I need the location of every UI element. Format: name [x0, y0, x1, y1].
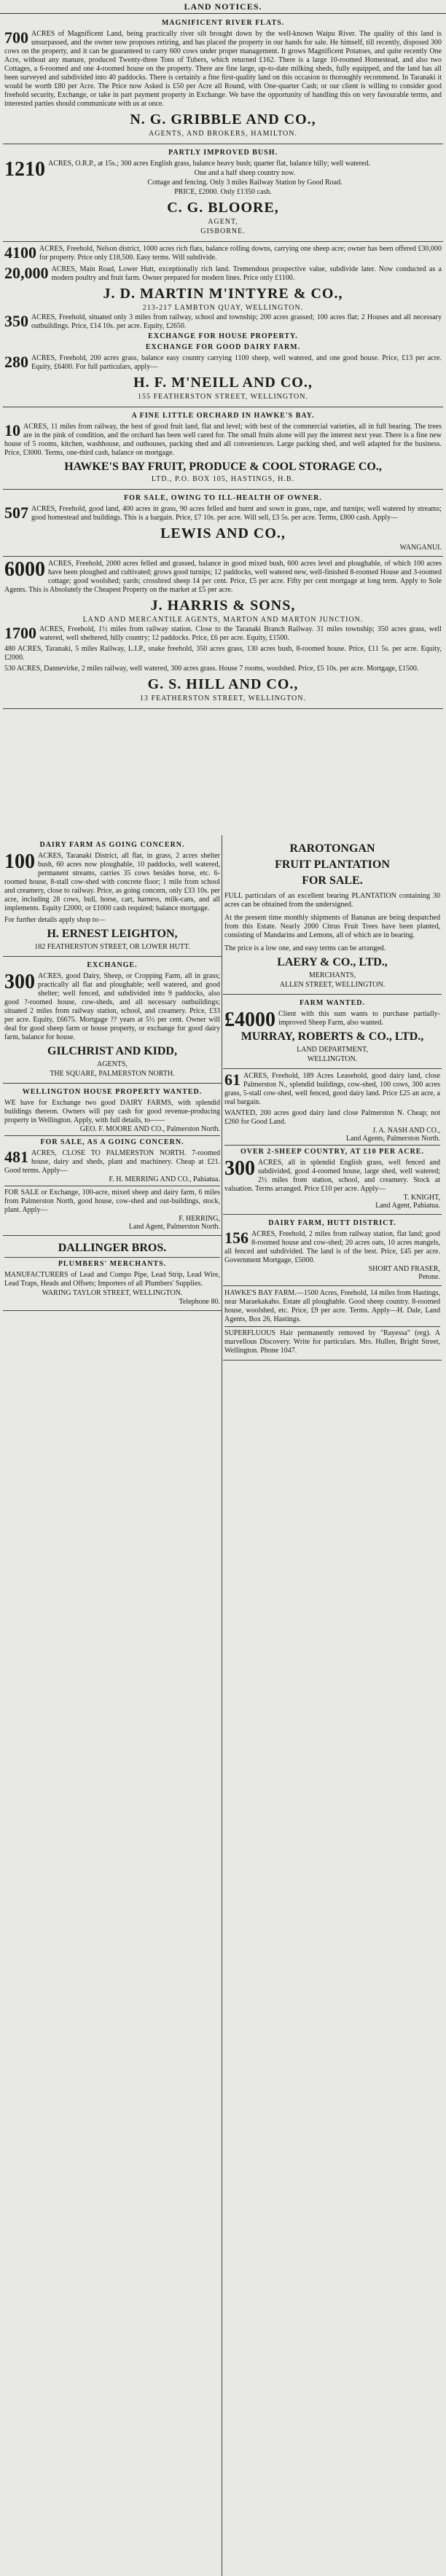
ad-body-text: 530 ACRES, Dannevirke, 2 miles railway, well watered, 300 acres grass. House 7 rooms, woolshed. Price, £5 10s. per acre. Mortgage, £1500. — [4, 665, 419, 673]
ad-hutt-dairy-farm — [223, 1215, 442, 1286]
ad-body-text: 480 ACRES, Taranaki, 5 miles Railway, L.I.P., snake freehold, 350 acres grass, 130 acres bush, 8-roomed house. Price, £11 5s. per acre. Equity, £2000. — [4, 645, 442, 662]
firm-name: J. A. NASH AND CO., — [372, 1127, 440, 1135]
left-column — [3, 837, 222, 1311]
rule — [4, 1135, 220, 1136]
firm-address: 182 FEATHERSTON STREET, OR LOWER HUTT. — [34, 943, 190, 951]
ad-body-text: WE have for Exchange two good DAIRY FARMS, with splendid buildings thereon. Owners will pay cash for good revenue-producing property in Wellington. Apply, with full details, to—— — [4, 1099, 220, 1124]
ad-body-text: ACRES, Taranaki District, all flat, in grass, 2 acres shelter bush, 60 acres now ploughable, 10 paddocks, well watered, permanent streams, carries 35 cows besides horse, etc. 6-roomed house, 8-stall cow-shed with concrete floor; 1 mile from school and creamery, close to railway. Price, as going concern, only £33 10s. per acre, including 28 cows, bull, horse, cart, harness, milk-cans, and all implements. Equity £2000, or £1000 cash required; balance mortgage. — [4, 852, 220, 912]
firm-address: ALLEN STREET, WELLINGTON. — [279, 981, 386, 989]
firm-name: LAERY & CO., LTD., — [277, 956, 388, 968]
ad-heading: WELLINGTON HOUSE PROPERTY WANTED. — [22, 1088, 203, 1096]
ad-subheading: EXCHANGE FOR HOUSE PROPERTY. — [148, 332, 298, 340]
top-section — [3, 15, 443, 709]
ad-dairy-going-concern — [3, 837, 222, 957]
ad-body-text: ACRES, Freehold, 200 acres grass, balance easy country carrying 1100 sheep, well watered, and one good house. Price, £13 per acre. Equity, £6400. For full particulars, apply— — [31, 354, 442, 371]
ad-acreage: 481 — [4, 1148, 28, 1166]
firm-name: SHORT AND FRASER, — [368, 1265, 440, 1273]
ad-title: FRUIT PLANTATION — [275, 858, 390, 871]
ad-body-text: MANUFACTURERS of Lead and Compo Pipe, Lead Strip, Lead Wire, Lead Traps, Heads and Offsets; Importers of all Plumbers' Supplies. — [4, 1271, 220, 1288]
firm-name: GILCHRIST AND KIDD, — [47, 1045, 177, 1057]
ad-body-text: ACRES, O.R.P., at 15s.; 300 acres English grass, balance heavy bush; quarter flat, balance hilly; well watered. — [48, 160, 370, 168]
ad-harris-hill — [3, 557, 443, 709]
ad-partly-improved-bush — [3, 144, 443, 242]
ad-body-text: ACRES, Freehold, 189 Acres Leasehold, good dairy land, close Palmerston N., splendid buildings, cow-shed, 100 cows, 300 acres grass, 5-stall cow-shed, well fenced, good dairy land. Price £25 an acre, a real bargain. — [224, 1072, 440, 1106]
firm-name: C. G. BLOORE, — [167, 200, 279, 216]
ad-body-text: The price is a low one, and easy terms can be arranged. — [224, 944, 386, 952]
firm-name: G. S. HILL AND CO., — [147, 676, 299, 692]
firm-address: Petone. — [418, 1273, 440, 1281]
firm-address: AGENTS, AND BROKERS, HAMILTON. — [149, 130, 297, 138]
ad-acreage: 350 — [4, 312, 28, 330]
ad-rarotongan-plantation — [223, 837, 442, 995]
ad-ill-health-sale — [3, 490, 443, 557]
firm-address: 13 FEATHERSTON STREET, WELLINGTON. — [140, 694, 306, 702]
ad-farm-wanted — [223, 995, 442, 1069]
ad-heading: DAIRY FARM AS GOING CONCERN. — [39, 841, 185, 849]
firm-name: J. D. MARTIN M'INTYRE & CO., — [103, 286, 343, 302]
ad-exchange — [3, 957, 222, 1084]
ad-subheading: OVER 2-SHEEP COUNTRY, AT £10 PER ACRE. — [240, 1148, 424, 1156]
ad-heading: DAIRY FARM, HUTT DISTRICT. — [268, 1219, 396, 1227]
page-title: LAND NOTICES. — [0, 0, 446, 14]
ad-body-text: WANTED, 200 acres good dairy land close Palmerston N. Cheap; not £260 for Good Land. — [224, 1109, 440, 1126]
ad-title: FOR SALE. — [302, 874, 363, 887]
firm-address: 155 FEATHERSTON STREET, WELLINGTON. — [138, 393, 308, 401]
ad-acreage: 1700 — [4, 624, 36, 642]
ad-acreage: 507 — [4, 504, 28, 522]
firm-name: LEWIS AND CO., — [160, 525, 286, 541]
ad-line: Cottage and fencing. Only 3 miles Railway Station by Good Road. — [147, 179, 343, 187]
ad-amount: £4000 — [224, 1009, 275, 1031]
firm-address: Land Agent, Palmerston North. — [128, 1223, 220, 1231]
ad-body-text: ACRES, Freehold, 1½ miles from railway station. Close to the Taranaki Branch Railway. 31 miles township; 350 acres grass, well watered, well sheltered, hilly country; 12 paddocks. Price, £6 per acre. Equity, £1500. — [39, 625, 442, 642]
ad-title: RAROTONGAN — [289, 842, 375, 855]
rule — [224, 1326, 440, 1327]
firm-address: Land Agent, Pahiatua. — [375, 1202, 440, 1210]
firm-address: LAND AND MERCANTILE AGENTS, MARTON AND MARTON JUNCTION. — [82, 616, 364, 624]
ad-river-flats — [3, 15, 443, 144]
ad-body-text: FULL particulars of an excellent bearing PLANTATION containing 30 acres can be obtained from the undersigned. — [224, 892, 440, 909]
ad-body-text: ACRES, Freehold, Nelson district, 1000 acres rich flats, balance rolling downs, carrying one sheep acre; owner has been offered £30,000 for property. Price only £18,500. Easy terms. Will subdivide. — [39, 245, 442, 262]
firm-role: MERCHANTS, — [308, 971, 356, 979]
right-column — [223, 837, 442, 1361]
ad-acreage: 6000 — [4, 558, 45, 581]
ad-body-text: At the present time monthly shipments of Bananas are being despatched from this Estate. Nearly 2000 Citrus Fruit Trees have been planted, consisting of Mandarins and Lemons, all of which are in bearing. — [224, 914, 440, 939]
ad-small-notices — [223, 1286, 442, 1361]
ad-acreage: 156 — [224, 1229, 249, 1247]
ad-line: One and a half sheep country now. — [194, 169, 296, 177]
firm-phone: Telephone 80. — [179, 1298, 220, 1306]
ad-heading: MAGNIFICENT RIVER FLATS. — [161, 19, 285, 27]
firm-role: LAND DEPARTMENT, — [297, 1046, 368, 1054]
ad-body-text: ACRES of Magnificent Land, being practically river silt brought down by the well-known Waipu River. The quality of this land is unsurpassed, and the owner now proposes retiring, and has placed the property in our hands for sale. He himself, till recently, disposed 300 cows on the property, and it can be guaranteed to carry 600 cows under proper management. It grows Magnificent Potatoes, and quite recently One Acre, without any manure, produced Twenty-three Tons of Tubers, which returned £162. There is a large 10-roomed Homestead, and also two Cottages, a 6-roomed and one 4-roomed house on the property. There are fine large, up-to-date milking sheds, fully equipped, and the land has all been surveyed and subdivided into 40 paddocks. There is certainly a fine first-quality land on this occasion to thoroughly recommend. In Taranaki it would be worth £80 per Acre. The Price now Asked is £50 per Acre all Round, with One-quarter Cash; or our client is willing to consider good freehold security, Exchange, or take in part payment property in Exchange. We have the opportunity of handling this on very favourable terms, and interested parties should communicate with us at once. — [4, 30, 442, 108]
firm-address: WELLINGTON. — [307, 1055, 358, 1063]
ad-body-text: ACRES, Freehold, good land, 400 acres in grass, 90 acres felled and burnt and sown in grass, rape, and turnips; well watered by streams; good homestead and buildings. This is a bargain. Price, £7 10s. per acre. Will sell, £3 5s. per acre. Terms, £800 cash. Apply— — [31, 505, 442, 522]
ad-heading: FOR SALE, OWING TO ILL-HEALTH OF OWNER. — [124, 494, 322, 502]
ad-wellington-house-wanted — [3, 1084, 222, 1236]
ad-body-text: ACRES, CLOSE TO PALMERSTON NORTH. 7-roomed house, dairy and sheds, plant and machinery. Cheap at £21. Good terms. Apply— — [4, 1149, 220, 1175]
firm-name: N. G. GRIBBLE AND CO., — [130, 111, 316, 128]
ad-acreage: 100 — [4, 850, 35, 873]
firm-address: 213-217 LAMBTON QUAY, WELLINGTON. — [142, 304, 304, 312]
firm-name: F. H. MERRING AND CO., Pahiatua. — [109, 1175, 220, 1183]
firm-name: H. ERNEST LEIGHTON, — [47, 928, 178, 940]
firm-name: HAWKE'S BAY FRUIT, PRODUCE & COOL STORAGE CO., — [64, 461, 382, 473]
ad-heading: PLUMBERS' MERCHANTS. — [58, 1260, 167, 1268]
ad-dallinger-bros — [3, 1236, 222, 1311]
firm-name: GEO. F. MOORE AND CO., Palmerston North. — [79, 1125, 220, 1133]
ad-acreage: 61 — [224, 1070, 240, 1089]
ad-acreage: 280 — [4, 353, 28, 371]
firm-name: T. KNIGHT, — [403, 1194, 440, 1202]
ad-body-text: ACRES, good Dairy, Sheep, or Cropping Farm, all in grass; practically all flat and ploughable; well watered, and good shelter; well fenced, and subdivided into 9 paddocks, also good ?-roomed house, cow-sheds, and all necessary outbuildings; situated 2 miles from railway station, school, and creamery. Price, £33 per acre. Equity, £6675. Mortgage ?? years at 5½ per cent. Owner will deal for good sheep farm or house property, or exchange for good dairy farm, balance for house. — [4, 972, 220, 1041]
ad-acreage: 10 — [4, 421, 20, 439]
ad-heading: EXCHANGE. — [87, 961, 138, 969]
ad-body-text: HAWKE'S BAY FARM.—1500 Acres, Freehold, 14 miles from Hastings, near Maraekakaho. Estate all ploughable. Good sheep country. 8-roomed house, woolshed, etc. Price, £9 per acre. Terms. Apply—H. Dale, Land Agents, Box 26, Hastings. — [224, 1289, 440, 1323]
firm-role: AGENT, — [208, 218, 238, 226]
firm-address: GISBORNE. — [200, 227, 246, 235]
ad-acreage: 4100 — [4, 243, 36, 262]
ad-line: For further details apply shop to— — [4, 916, 106, 924]
firm-role: AGENTS, — [97, 1060, 128, 1068]
firm-name: H. F. M'NEILL AND CO., — [133, 375, 313, 391]
ad-acreage: 1210 — [4, 158, 45, 181]
ad-acreage: 300 — [4, 971, 35, 993]
rule — [224, 1145, 440, 1146]
ad-body-text: SUPERFLUOUS Hair permanently removed by "Rayessa" (reg). A marvellous Discovery. Write for particulars. Mrs. Hullen, Bright Street, Wellington. Phone 1047. — [224, 1329, 440, 1355]
firm-name: MURRAY, ROBERTS & CO., LTD., — [240, 1030, 424, 1043]
firm-address: THE SQUARE, PALMERSTON NORTH. — [50, 1070, 175, 1078]
ad-heading: PARTLY IMPROVED BUSH. — [168, 149, 278, 157]
ad-hawkes-bay-orchard — [3, 407, 443, 490]
ad-body-text: ACRES, 11 miles from railway, the best of good fruit land, flat and level; with best of the commercial varieties, all in full bearing. The trees are in the pink of condition, and the orchard has been well cared for. The small fruits alone will pay the interest next year. There is a fine new house of 5 rooms, kitchen, washhouse, and outhouses, packing shed and all conveniences. Large packing shed, and well adapted for the business. Price, £3000. Terms, one-third cash, balance on mortgage. — [4, 423, 442, 457]
ad-body-text: ACRES, Freehold, 2 miles from railway station, flat land; good 8-roomed house and cow-shed; 20 acres oats, 10 acres mangels, all fenced and subdivided. The land is of the best. Price, £45 per acre. Government Mortgage, £5000. — [224, 1230, 440, 1264]
ad-price: PRICE, £2000. Only £1350 cash. — [174, 188, 272, 196]
ad-acreage: 700 — [4, 28, 28, 47]
ad-subheading: EXCHANGE FOR GOOD DAIRY FARM. — [145, 343, 301, 351]
ad-subheading: FOR SALE, AS A GOING CONCERN. — [40, 1138, 184, 1146]
ad-body-text: ACRES, Freehold, 2000 acres felled and grassed, balance in good mixed bush, 600 acres level and ploughable, of which 100 acres have been ploughed and cultivated; grows good turnips; 12 paddocks, well watered new, well-finished 8-roomed House and 3-roomed cottage; good woolshed; yards; crossbred sheep 14 per cent. Price, £5 per acre. Fifty per cent mortgage at long term. Apply to Sole Agents. This is Absolutely the Cheapest Property on the market at £5 per acre. — [4, 560, 442, 594]
firm-name: DALLINGER BROS. — [58, 1242, 167, 1254]
ad-body-text: ACRES, Main Road, Lower Hutt, exceptionally rich land. Tremendous prospective value, subdivide later. Now conducted as a modern poultry and fruit farm. Owner prepared for modern lines. Price only £1100. — [51, 265, 442, 282]
ad-body-text: ACRES, all in splendid English grass, well fenced and subdivided, good 4-roomed house, large shed, well watered; 2½ miles from station, school, and creamery. Stock at valuation. Terms arranged. Price £10 per acre. Apply— — [224, 1159, 440, 1193]
firm-address: Land Agents, Palmerston North. — [345, 1135, 440, 1143]
ad-heading: A FINE LITTLE ORCHARD IN HAWKE'S BAY. — [131, 412, 315, 420]
firm-address: LTD., P.O. BOX 105, HASTINGS, H.B. — [151, 475, 295, 483]
ad-acreage: 20,000 — [4, 264, 49, 282]
firm-address: WANGANUI. — [399, 544, 442, 552]
firm-address: WARING TAYLOR STREET, WELLINGTON. — [42, 1289, 183, 1297]
ad-acreage: 300 — [224, 1157, 255, 1180]
ad-martin-mcintyre — [3, 242, 443, 407]
ad-body-text: FOR SALE or Exchange, 100-acre, mixed sheep and dairy farm, 6 miles from Palmerston North, good house, cow-shed and out-buildings, stock, plant. Apply— — [4, 1189, 220, 1214]
ad-nash-knight — [223, 1069, 442, 1215]
ad-body-text: ACRES, Freehold, situated only 3 miles from railway, school and township; 200 acres grassed; 100 acres flat; 2 Houses and all necessary outbuildings. Price, £14 10s. per acre. Equity, £2650. — [31, 313, 442, 330]
ad-heading: FARM WANTED. — [300, 999, 365, 1007]
rule — [4, 1257, 220, 1258]
firm-name: J. HARRIS & SONS, — [150, 598, 296, 614]
ad-body-text: Client with this sum wants to purchase partially-improved Sheep Farm, also wanted. — [278, 1010, 440, 1027]
firm-name: F. HERRING, — [179, 1215, 220, 1223]
